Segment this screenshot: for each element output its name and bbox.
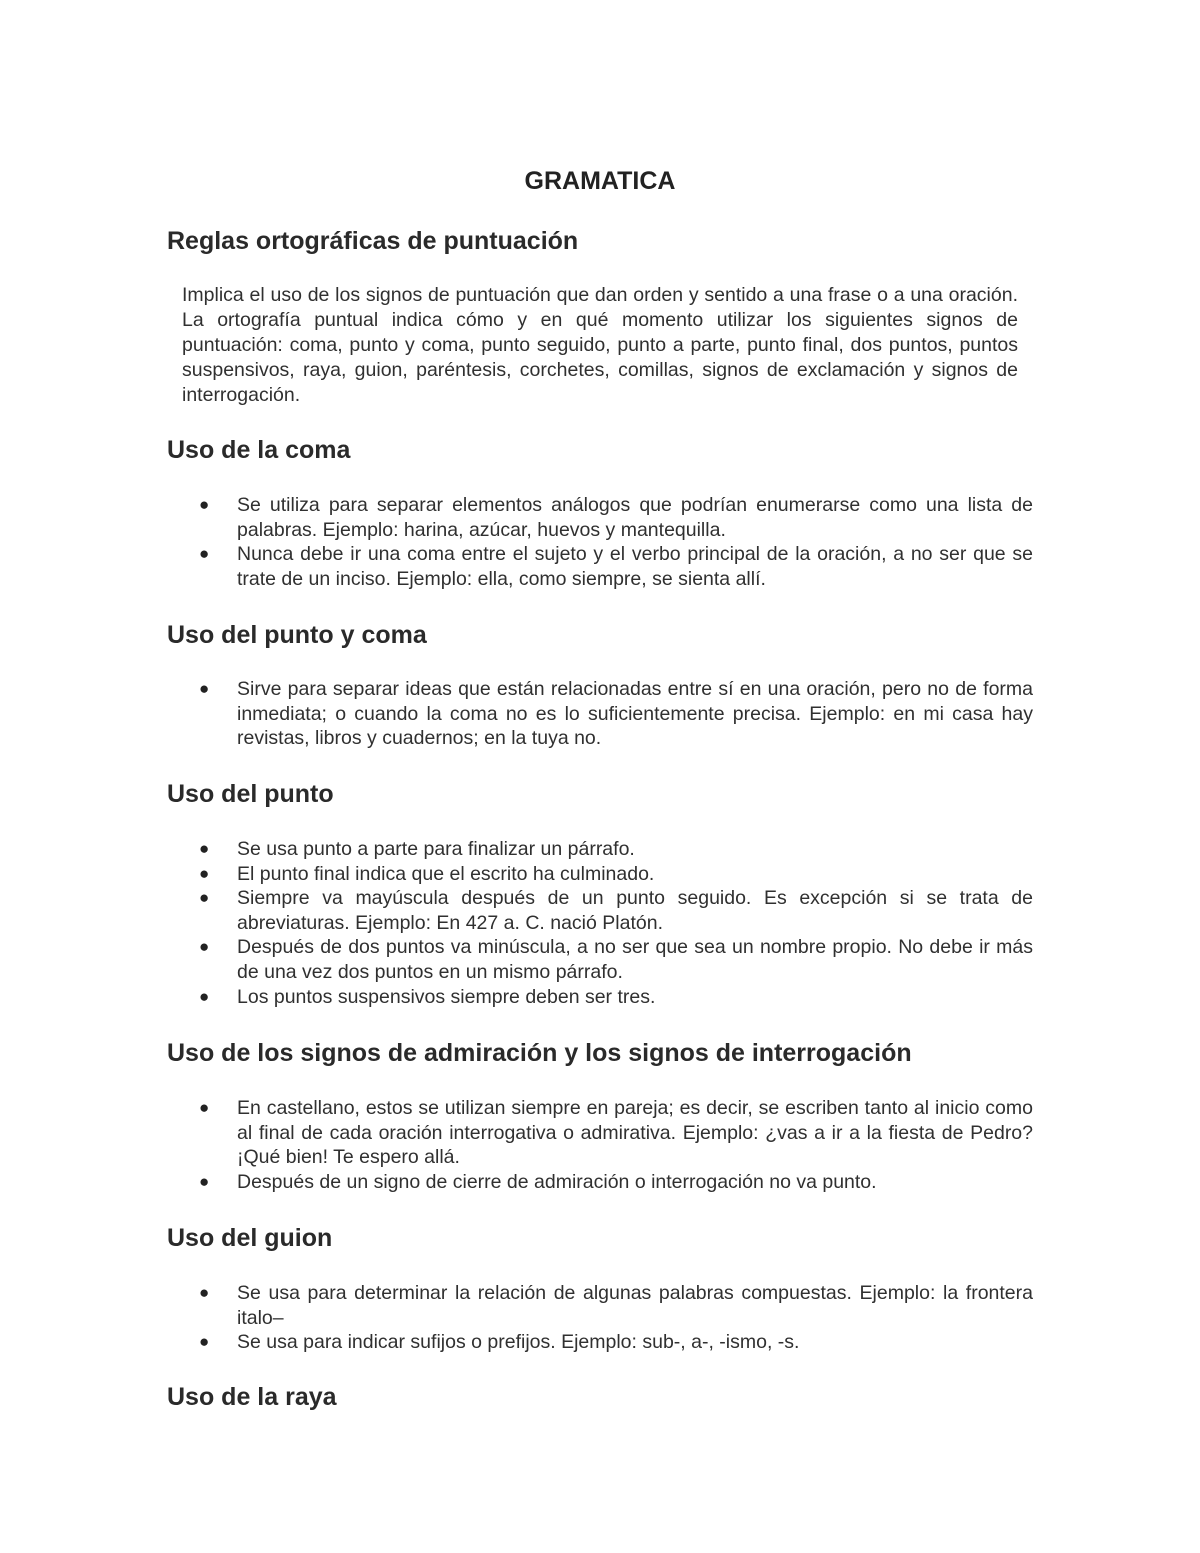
bullet-icon: ● (199, 1171, 210, 1191)
list-item (199, 837, 1033, 862)
heading-uso-signos-admiracion-interrogacion: Uso de los signos de admiración y los signos de interrogación (167, 1039, 912, 1067)
bullet-icon: ● (199, 495, 210, 514)
list-uso-coma (199, 493, 1033, 591)
bullet-icon: ● (199, 679, 210, 698)
list-item-text: El punto final indica que el escrito ha culminado. (237, 862, 655, 885)
list-item (199, 862, 1033, 887)
list-item-text: Después de un signo de cierre de admiración o interrogación no va punto. (237, 1170, 877, 1193)
bullet-icon: ● (199, 986, 210, 1006)
list-item-text: Los puntos suspensivos siempre deben ser tres. (237, 985, 656, 1008)
list-item-text: Siempre va mayúscula después de un punto seguido. Es excepción si se trata de abreviaturas. Ejemplo: En 427 a. C. nació Platón. (237, 887, 1033, 934)
bullet-icon: ● (199, 544, 210, 564)
list-item-text: Se usa para determinar la relación de algunas palabras compuestas. Ejemplo: la frontera italo– (237, 1282, 1033, 1329)
list-item-text: Después de dos puntos va minúscula, a no ser que sea un nombre propio. No debe ir más de una vez dos puntos en un mismo párrafo. (237, 936, 1033, 983)
list-uso-guion (199, 1281, 1033, 1355)
bullet-icon: ● (199, 863, 210, 883)
list-item (199, 985, 1033, 1010)
list-item-text: Nunca debe ir una coma entre el sujeto y el verbo principal de la oración, a no ser que se trate de un inciso. Ejemplo: ella, como siempre, se sienta allí. (237, 543, 1033, 590)
heading-uso-punto-y-coma: Uso del punto y coma (167, 621, 427, 649)
list-item (199, 935, 1033, 984)
list-item (199, 1170, 1033, 1195)
list-uso-punto (199, 837, 1033, 1009)
list-uso-signos (199, 1096, 1033, 1194)
list-item (199, 1096, 1033, 1170)
list-item (199, 886, 1033, 935)
list-item (199, 1281, 1033, 1330)
heading-uso-guion: Uso del guion (167, 1224, 333, 1252)
list-item (199, 542, 1033, 591)
list-item-text: En castellano, estos se utilizan siempre en pareja; es decir, se escriben tanto al inicio como al final de cada oración interrogativa o admirativa. Ejemplo: ¿vas a ir a la fiesta de Pedro? ¡Qué bien! Te espero allá. (237, 1097, 1033, 1169)
heading-uso-raya: Uso de la raya (167, 1383, 337, 1411)
document-title: GRAMATICA (524, 167, 676, 195)
heading-uso-punto: Uso del punto (167, 780, 334, 808)
list-item-text: Se utiliza para separar elementos análogos que podrían enumerarse como una lista de palabras. Ejemplo: harina, azúcar, huevos y mantequilla. (237, 494, 1033, 541)
list-item-text: Se usa para indicar sufijos o prefijos. Ejemplo: sub-, a-, -ismo, -s. (237, 1331, 800, 1354)
intro-paragraph: Implica el uso de los signos de puntuación que dan orden y sentido a una frase o a una oración. La ortografía puntual indica cómo y en qué momento utilizar los siguientes signos de puntuación: coma, punto y coma, punto seguido, punto a parte, punto final, dos puntos, puntos suspensivos, raya, guion, paréntesis, corchetes, comillas, signos de exclamación y signos de interrogación. (182, 284, 1018, 406)
list-item-text: Se usa punto a parte para finalizar un párrafo. (237, 838, 635, 860)
bullet-icon: ● (199, 937, 210, 957)
list-item (199, 1330, 1033, 1355)
list-item (199, 677, 1033, 751)
list-item (199, 493, 1033, 542)
bullet-icon: ● (199, 1283, 210, 1302)
list-uso-punto-y-coma (199, 677, 1033, 751)
list-item-text: Sirve para separar ideas que están relacionadas entre sí en una oración, pero no de forma inmediata; o cuando la coma no es lo suficientemente precisa. Ejemplo: en mi casa hay revistas, libros y cuadernos; en la tuya no. (237, 678, 1033, 750)
bullet-icon: ● (199, 1098, 210, 1117)
bullet-icon: ● (199, 839, 210, 858)
heading-reglas-ortograficas: Reglas ortográficas de puntuación (167, 227, 579, 255)
heading-uso-coma: Uso de la coma (167, 436, 351, 464)
bullet-icon: ● (199, 888, 210, 908)
bullet-icon: ● (199, 1332, 210, 1352)
